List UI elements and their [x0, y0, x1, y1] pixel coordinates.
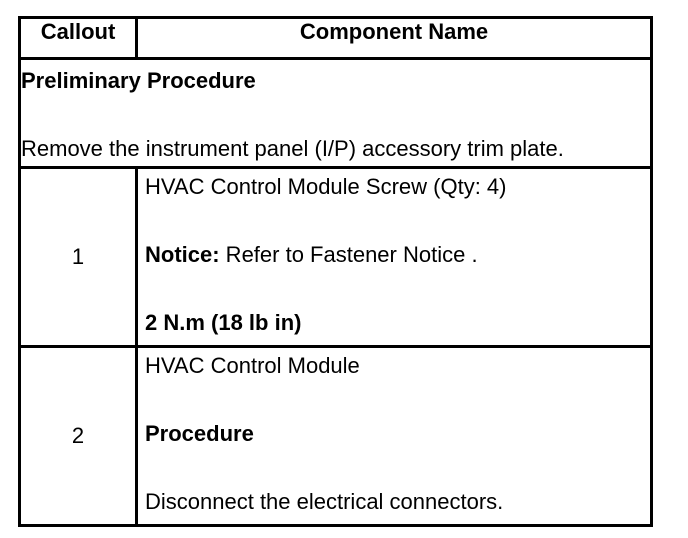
callout-header: Callout [20, 18, 137, 59]
table-row [20, 347, 652, 526]
procedure-step: Disconnect the electrical connectors. [145, 489, 504, 514]
component-name: HVAC Control Module Screw (Qty: 4) [145, 174, 507, 199]
component-description [137, 347, 652, 526]
preliminary-procedure-title: Preliminary Procedure [21, 68, 256, 93]
notice-label: Notice: [145, 242, 220, 267]
procedure-label: Procedure [145, 421, 254, 446]
callout-number: 1 [20, 168, 137, 347]
procedure-table [18, 16, 653, 527]
callout-number: 2 [20, 347, 137, 526]
notice-line [145, 237, 650, 305]
component-name-header: Component Name [137, 18, 652, 59]
torque-spec: 2 N.m (18 lb in) [145, 310, 302, 335]
notice-text: Refer to Fastener Notice . [219, 242, 478, 267]
preliminary-procedure-row [20, 59, 652, 168]
table-row [20, 168, 652, 347]
component-description [137, 168, 652, 347]
preliminary-procedure-step: Remove the instrument panel (I/P) accessory trim plate. [21, 136, 564, 161]
component-name: HVAC Control Module [145, 353, 360, 378]
table-header-row [20, 18, 652, 59]
preliminary-procedure-cell [20, 59, 652, 168]
